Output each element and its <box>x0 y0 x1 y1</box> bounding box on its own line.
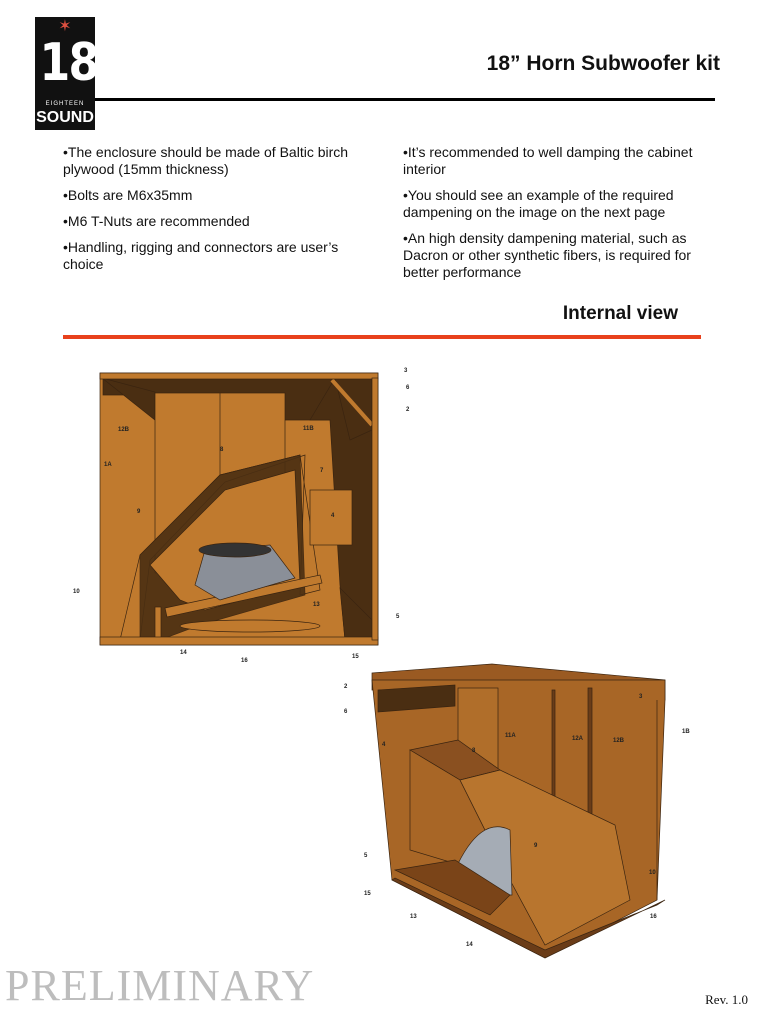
revision-label: Rev. 1.0 <box>705 992 748 1007</box>
callout-label: 8 <box>220 447 224 453</box>
note-item: •The enclosure should be made of Baltic birch plywood (15mm thickness) <box>63 144 349 177</box>
callout-label: 9 <box>137 509 141 515</box>
callout-label: 7 <box>320 468 324 474</box>
callout-label: 5 <box>364 853 368 859</box>
note-item: •M6 T-Nuts are recommended <box>63 213 250 229</box>
callout-label: 15 <box>352 654 359 660</box>
note-item: •It’s recommended to well damping the cabinet interior <box>403 144 693 177</box>
star-icon: ✶ <box>58 18 72 35</box>
callout-label: 11B <box>303 426 314 432</box>
callout-label: 13 <box>410 914 417 920</box>
callout-label: 16 <box>650 914 657 920</box>
logo-number: 18 <box>39 33 98 93</box>
callout-label: 2 <box>406 407 410 413</box>
callout-label: 3 <box>404 368 408 374</box>
note-item: •Bolts are M6x35mm <box>63 187 193 203</box>
callout-label: 2 <box>344 684 348 690</box>
callout-label: 15 <box>364 891 371 897</box>
callout-label: 6 <box>406 385 410 391</box>
callout-label: 8 <box>472 748 476 754</box>
note-item: •You should see an example of the required dampening on the image on the next page <box>403 187 674 220</box>
callout-label: 4 <box>382 742 386 748</box>
callout-label: 10 <box>73 589 80 595</box>
callout-label: 9 <box>534 843 538 849</box>
callout-label: 13 <box>313 602 320 608</box>
callout-label: 14 <box>180 650 187 656</box>
callout-label: 1B <box>682 729 690 735</box>
callout-label: 5 <box>396 614 400 620</box>
callout-label: 6 <box>344 709 348 715</box>
callout-label: 12B <box>613 738 625 744</box>
callout-label: 10 <box>649 870 656 876</box>
page-title: 18” Horn Subwoofer kit <box>486 52 720 75</box>
logo-brand: SOUND <box>36 109 94 126</box>
logo-small-text: EIGHTEEN <box>45 101 85 107</box>
preliminary-watermark: PRELIMINARY <box>5 961 315 1010</box>
callout-label: 14 <box>466 942 473 948</box>
section-title: Internal view <box>562 303 678 324</box>
front-internal-view <box>100 373 378 645</box>
note-item: •An high density dampening material, such as Dacron or other synthetic fibers, is required for better performance <box>403 230 691 280</box>
note-item: •Handling, rigging and connectors are user’s choice <box>63 239 339 272</box>
callout-label: 4 <box>331 513 335 519</box>
callout-label: 12B <box>118 427 130 433</box>
callout-label: 3 <box>639 694 643 700</box>
callout-label: 16 <box>241 658 248 664</box>
callout-label: 11A <box>505 733 516 739</box>
callout-label: 1A <box>104 462 112 468</box>
callout-label: 12A <box>572 736 584 742</box>
